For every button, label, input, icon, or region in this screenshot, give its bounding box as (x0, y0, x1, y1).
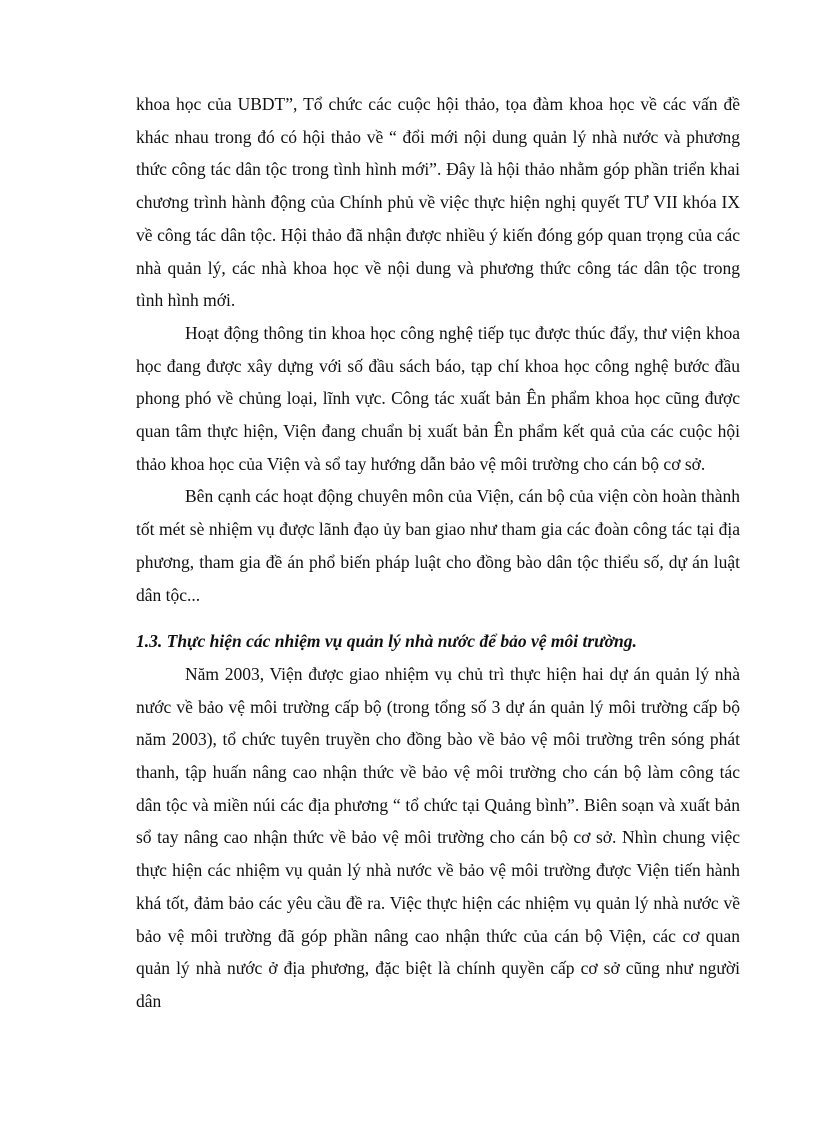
section-heading: 1.3. Thực hiện các nhiệm vụ quản lý nhà nước để bảo vệ môi trường. (136, 631, 637, 652)
document-body (136, 88, 740, 1018)
paragraph-workshops: khoa học của UBDT”, Tổ chức các cuộc hội thảo, tọa đàm khoa học về các vấn đề khác nhau trong đó có hội thảo về “ đổi mới nội dung quản lý nhà nước và phương thức công tác dân tộc trong tình hình mới”. Đây là hội thảo nhằm góp phần triển khai chương trình hành động của Chính phủ về việc thực hiện nghị quyết TƯ VII khóa IX về công tác dân tộc. Hội thảo đã nhận được nhiều ý kiến đóng góp quan trọng của các nhà quản lý, các nhà khoa học về nội dung và phương thức công tác dân tộc trong tình hình mới. (136, 94, 740, 311)
paragraph-other-tasks: Bên cạnh các hoạt động chuyên môn của Viện, cán bộ của viện còn hoàn thành tốt mét sè nhiệm vụ được lãnh đạo ủy ban giao như tham gia các đoàn công tác tại địa phương, tham gia đề án phổ biến pháp luật cho đồng bào dân tộc thiểu số, dự án luật dân tộc... (136, 486, 740, 605)
paragraph-science-information: Hoạt động thông tin khoa học công nghệ tiếp tục được thúc đẩy, thư viện khoa học đang được xây dựng với số đầu sách báo, tạp chí khoa học công nghệ bước đầu phong phó về chủng loại, lĩnh vực. Công tác xuất bản Ên phẩm khoa học cũng được quan tâm thực hiện, Viện đang chuẩn bị xuất bản Ên phẩm kết quả của các cuộc hội thảo khoa học của Viện và sổ tay hướng dẫn bảo vệ môi trường cho cán bộ cơ sở. (136, 322, 740, 474)
paragraph-environment-tasks: Năm 2003, Viện được giao nhiệm vụ chủ trì thực hiện hai dự án quản lý nhà nước về bảo vệ môi trường cấp bộ (trong tổng số 3 dự án quản lý môi trường cấp bộ năm 2003), tổ chức tuyên truyền cho đồng bào về bảo vệ môi trường trên sóng phát thanh, tập huấn nâng cao nhận thức về bảo vệ môi trường cho cán bộ làm công tác dân tộc và miền núi các địa phương “ tổ chức tại Quảng bình”. Biên soạn và xuất bản sổ tay nâng cao nhận thức về bảo vệ môi trường cho cán bộ cơ sở. Nhìn chung việc thực hiện các nhiệm vụ quản lý nhà nước về bảo vệ môi trường được Viện tiến hành khá tốt, đảm bảo các yêu cầu đề ra. Việc thực hiện các nhiệm vụ quản lý nhà nước về bảo vệ môi trường đã góp phần nâng cao nhận thức của cán bộ Viện, các cơ quan quản lý nhà nước ở địa phương, đặc biệt là chính quyền cấp cơ sở cũng như người dân (136, 663, 740, 1011)
